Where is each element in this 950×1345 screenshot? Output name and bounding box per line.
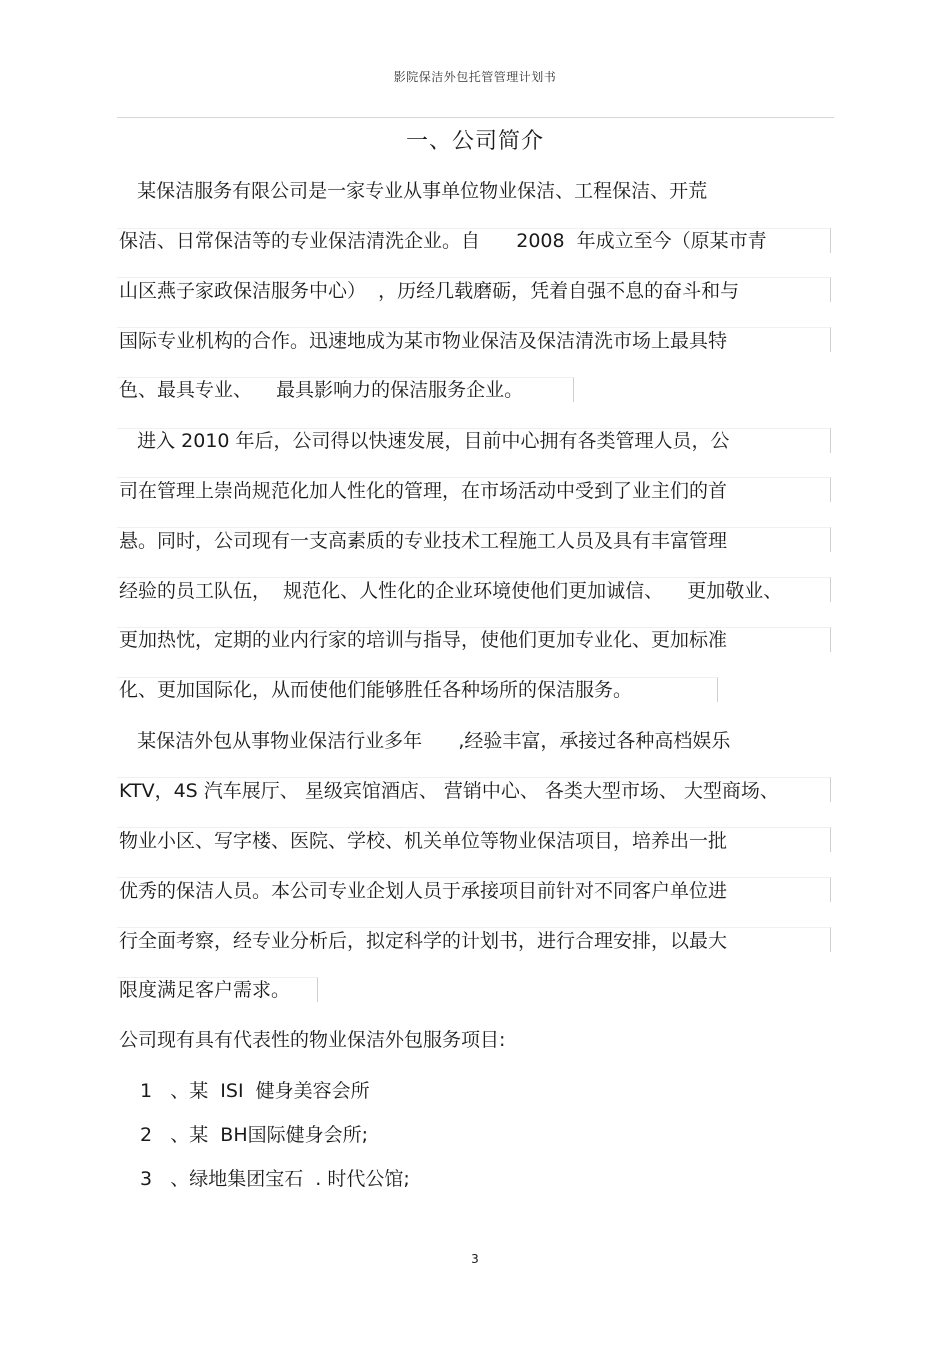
project-item: 2 、某 BH国际健身会所;: [140, 1124, 369, 1146]
project-item: 1 、某 ISI 健身美容会所: [140, 1080, 370, 1102]
page-number: 3: [471, 1252, 479, 1266]
paragraph-line: 更加热忱，定期的业内行家的培训与指导，使他们更加专业化、更加标准: [119, 629, 728, 651]
paragraph-line: 进入 2010 年后，公司得以快速发展，目前中心拥有各类管理人员，公: [119, 430, 730, 452]
paragraph-line: KTV，4S 汽车展厅、 星级宾馆酒店、 营销中心、 各类大型市场、 大型商场、: [119, 780, 779, 802]
paragraph-line: 经验的员工队伍， 规范化、人性化的企业环境使他们更加诚信、 更加敬业、: [119, 580, 783, 602]
paragraph-line: 某保洁服务有限公司是一家专业从事单位物业保洁、工程保洁、开荒: [119, 180, 708, 202]
paragraph-line: 物业小区、写字楼、医院、学校、机关单位等物业保洁项目，培养出一批: [119, 830, 728, 852]
paragraph-line: 山区燕子家政保洁服务中心） ，历经几载磨砺，凭着自强不息的奋斗和与: [119, 280, 740, 302]
paragraph-line: 优秀的保洁人员。本公司专业企划人员于承接项目前针对不同客户单位进: [119, 880, 728, 902]
paragraph-line: 行全面考察，经专业分析后，拟定科学的计划书，进行合理安排，以最大: [119, 930, 728, 952]
paragraph-line: 限度满足客户需求。: [119, 979, 291, 1001]
paragraph-line: 某保洁外包从事物业保洁行业多年 ,经验丰富，承接过各种高档娱乐: [119, 730, 731, 752]
paragraph-line: 保洁、日常保洁等的专业保洁清洗企业。自 2008 年成立至今（原某市青: [119, 230, 767, 252]
paragraph-line: 色、最具专业、 最具影响力的保洁服务企业。: [119, 379, 524, 401]
paragraph-line: 悬。同时，公司现有一支高素质的专业技术工程施工人员及具有丰富管理: [119, 530, 728, 552]
section-title: 一、公司简介: [405, 129, 544, 154]
paragraph-line: 化、更加国际化，从而使他们能够胜任各种场所的保洁服务。: [119, 679, 633, 701]
running-header: 影院保洁外包托管管理计划书: [393, 70, 557, 84]
paragraph-line: 司在管理上崇尚规范化加人性化的管理，在市场活动中受到了业主们的首: [119, 480, 728, 502]
paragraph-line: 国际专业机构的合作。迅速地成为某市物业保洁及保洁清洗市场上最具特: [119, 330, 728, 352]
projects-intro: 公司现有具有代表性的物业保洁外包服务项目:: [119, 1029, 506, 1051]
project-item: 3 、绿地集团宝石 . 时代公馆;: [140, 1168, 410, 1190]
header-divider: [117, 117, 834, 118]
